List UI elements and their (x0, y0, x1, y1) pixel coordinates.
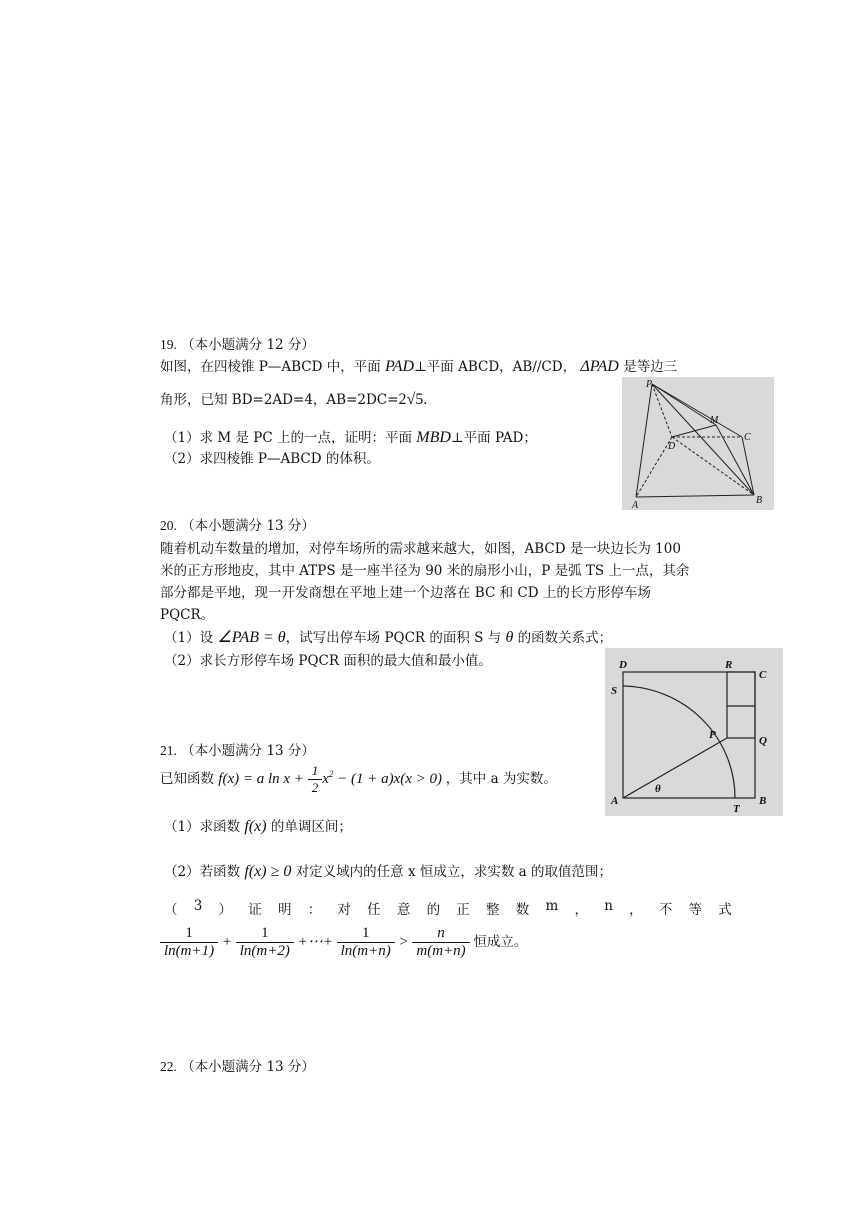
q19-math-pad: PAD (385, 358, 415, 375)
fig19-label-c: C (744, 432, 751, 443)
fig19-label-b: B (756, 495, 763, 506)
q21-part3-char: m (545, 898, 559, 914)
fig19-label-m: M (710, 415, 719, 426)
q21-part3-char: 任 (367, 902, 381, 918)
q21-part3-char: ， (574, 902, 588, 918)
q21-part3-char: 明 (277, 902, 292, 918)
q21-part2 (164, 860, 612, 881)
q20-text: 的函数关系式； (517, 630, 613, 646)
q21-text: （2）若函数 (164, 864, 241, 880)
q21-intro (160, 763, 557, 796)
q20-line3: 部分都是平地，现一开发商想在平地上建一个边落在 BC 和 CD 上的长方形停车场 (160, 585, 651, 601)
fig19-label-a: A (632, 500, 639, 510)
q20-points: （本小题满分 13 分） (181, 518, 315, 534)
q21-number: 21. (160, 743, 177, 758)
q21-text: 恒成立。 (473, 933, 528, 950)
q19-text: 角形，已知 BD=2AD=4，AB=2DC= (160, 392, 399, 408)
q21-text: 已知函数 (160, 770, 214, 787)
q21-math-fx: f(x) (244, 818, 267, 835)
q21-part3-char: 式 (718, 902, 732, 918)
q20-part1 (164, 626, 612, 647)
pyramid-diagram (622, 377, 774, 510)
q19-text: ⊥平面 PAD； (450, 430, 537, 446)
q21-part3-char: 3 (193, 898, 203, 914)
q21-part1 (164, 815, 352, 836)
q21-text: ，其中 a 为实数。 (445, 770, 557, 787)
q20-line2: 米的正方形地皮，其中 ATPS 是一座半径为 90 米的扇形小山，P 是弧 TS 上一点，其余 (160, 563, 690, 579)
q19-text: 是等边三 (623, 359, 678, 375)
fig20-label-t: T (733, 803, 740, 815)
q21-part3-char: ， (629, 902, 643, 918)
q20-figure (605, 648, 783, 816)
q19-points: （本小题满分 12 分） (181, 337, 315, 353)
q21-function-def: f(x) = a ln x + $\frac{1}{2}$ $x^2 - (1 + a)x(x > 0)$ (218, 763, 446, 795)
q20-math-theta: θ (505, 629, 514, 646)
fig19-label-p: P (646, 379, 653, 390)
q19-line2 (160, 388, 427, 409)
q21-text: （1）求函数 (164, 819, 241, 835)
q21-math-ineq: f(x) ≥ 0 (244, 863, 292, 880)
q22-number: 22. (160, 1059, 177, 1074)
q20-number: 20. (160, 518, 177, 533)
q22-points: （本小题满分 13 分） (181, 1059, 315, 1075)
q21-part3-char: 数 (515, 902, 530, 918)
q19-figure (622, 377, 774, 510)
q19-part2 (164, 447, 380, 467)
q21-math-sum: $\frac{1}{\ln(m+1)}$ + $\frac{1}{\ln(m+2)}$ +⋯+ $\frac{1}{\ln(m+n)}$ > $\frac{n}{m(m+n)}$ (160, 934, 473, 950)
q20-text: （2）求长方形停车场 PQCR 面积的最大值和最小值。 (164, 653, 492, 669)
fig20-label-q: Q (759, 735, 767, 747)
fig20-label-d: D (619, 659, 627, 671)
q21-part3-char: 证 (248, 902, 262, 918)
q22-heading (160, 1055, 315, 1075)
fig20-label-a: A (611, 795, 619, 807)
q21-text: 的单调区间； (270, 819, 352, 835)
fig20-label-b: B (759, 795, 767, 807)
fig20-label-c: C (759, 669, 767, 681)
q21-part3-inequality (160, 925, 527, 960)
q21-part3-char: 等 (688, 902, 703, 918)
q20-text: （1）设 (164, 630, 214, 646)
q19-number: 19. (160, 337, 177, 352)
fig20-label-s: S (611, 685, 618, 697)
q21-part3-char: 对 (337, 902, 351, 918)
q21-part3-char: 意 (396, 902, 411, 918)
fig19-label-d: D (668, 441, 676, 452)
q21-points: （本小题满分 13 分） (181, 743, 315, 759)
q21-part3-char: 不 (658, 902, 673, 918)
q19-text: （2）求四棱锥 P—ABCD 的体积。 (164, 451, 380, 467)
q20-heading (160, 514, 315, 534)
q21-part3-char: ： (307, 902, 322, 918)
q19-math-tri: ΔPAD (580, 358, 619, 375)
q20-line1: 随着机动车数量的增加，对停车场所的需求越来越大，如图，ABCD 是一块边长为 100 (160, 541, 681, 557)
q21-part3-char: ） (218, 902, 233, 918)
q19-text: 如图，在四棱锥 P—ABCD 中，平面 (160, 359, 381, 375)
q19-line1 (160, 355, 677, 376)
fig20-label-r: R (725, 659, 733, 671)
q20-math-angle: ∠PAB = θ (217, 629, 286, 646)
q21-part3-char: 整 (486, 902, 500, 918)
fig20-label-p: P (709, 729, 716, 741)
q21-heading (160, 739, 315, 759)
q21-part3-char: 的 (426, 902, 441, 918)
q21-part3-char: （ (164, 902, 178, 918)
q19-text: ⊥平面 ABCD，AB//CD， (414, 359, 577, 375)
q20-part2 (164, 649, 492, 669)
q21-part3-line (164, 898, 732, 918)
q20-line4: PQCR。 (160, 607, 215, 623)
q19-math-sqrt: 2√5. (398, 391, 428, 408)
q19-heading (160, 333, 315, 353)
q19-part1 (164, 426, 537, 447)
fig20-label-theta: θ (655, 783, 661, 795)
q20-text: ，试写出停车场 PQCR 的面积 S 与 (285, 630, 502, 646)
q21-text: 对定义域内的任意 x 恒成立，求实数 a 的取值范围； (295, 864, 612, 880)
q19-text: （1）求 M 是 PC 上的一点，证明：平面 (164, 430, 412, 446)
parking-lot-diagram (605, 648, 783, 816)
q21-part3-char: n (604, 898, 613, 914)
q19-math-mbd: MBD (416, 429, 451, 446)
q21-part3-char: 正 (456, 902, 470, 918)
